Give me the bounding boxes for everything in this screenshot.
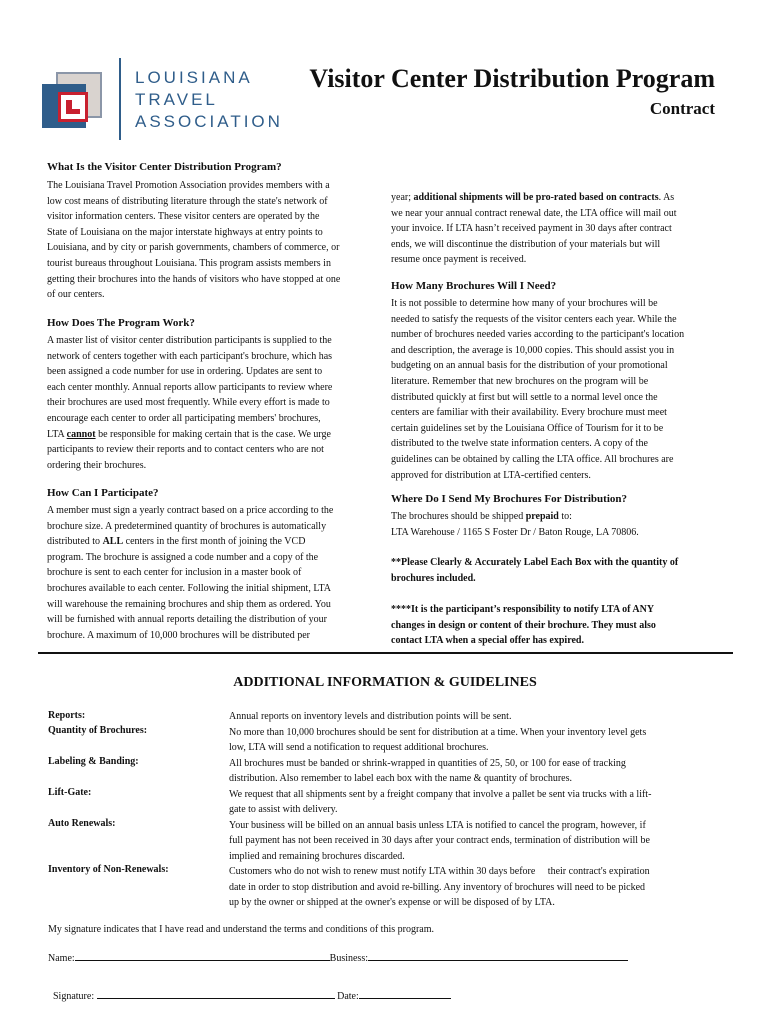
section-divider	[38, 652, 733, 654]
name-row	[48, 950, 628, 964]
emphasis-all: ALL	[102, 536, 124, 548]
guidelines-text: Annual reports on inventory levels and distribution points will be sent. No more than 10,000 brochures should be sent for distribution at a time. When your inventory level gets low, LTA will send a notification to request additional brochures. All brochures must be banded or shrink-wrapped in quantities of 25, 50, or 100 for ease of tracking distribution. Also remember to label each box with the name & quantity of brochures. We request that all shipments sent by a freight company that involve a pallet be sent via trucks with a lift- gate to assist with delivery. Your business will be billed on an annual basis unless LTA is notified to cancel the program, however, if full payment has not been received in 30 days after your contract ends, termination of distribution will be implied and remaining brochures discarded. Customers who do not wish to renew must notify LTA within 30 days before their contract's expiration date in order to stop distribution and avoid re-billing. Any inventory of brochures will need to be picked up by the owner or shipped at the owner's expense or will be disposed of by LTA.	[229, 711, 652, 908]
logo-l-foot	[66, 109, 80, 114]
logo-line-2: TRAVEL	[135, 90, 218, 109]
label-non-renewals: Inventory of Non-Renewals:	[48, 864, 169, 875]
label-auto-renewals: Auto Renewals:	[48, 818, 116, 829]
date-label: Date:	[334, 991, 359, 1002]
section-body-how-many: It is not possible to determine how many of your brochures will be needed to satisfy the requests of the visitor centers each year. While the number of brochures needed varies according to the participant's location and description, the average is 10,000 copies. This should assist you in budgeting on an annual basis for the distribution of your promotional literature. Remember that new brochures on the program will be distributed quickly at first but will settle to a normal level once the centers are familiar with their availability. Every brochure must meet certain guidelines set by the Louisiana Office of Tourism for it to be distributed to the twelve state information centers. A copy of the guidelines can be obtained by calling the LTA office. All brochures are approved for distribution at LTA-certified centers.	[391, 298, 685, 481]
section-body-how-works: A master list of visitor center distribution participants is supplied to the network of centers together with each participant's brochure, which has been assigned a code number for use in ordering. Updates are sent to each center monthly. Annual reports allow participants to review where their brochures are used most frequently. While every effort is made to encourage each center to order all participating members' brochures, LTA cannot be responsible for making certain that is the case. We urge participants to review their reports and to contact centers who are not ordering their brochures.	[47, 335, 333, 471]
signature-statement: My signature indicates that I have read and understand the terms and conditions of this program.	[48, 924, 435, 935]
label-quantity: Quantity of Brochures:	[48, 725, 148, 736]
emphasis-prorated: additional shipments will be pro-rated based on contracts	[413, 192, 659, 203]
name-label: Name:	[48, 953, 75, 964]
section-heading-where-send: Where Do I Send My Brochures For Distribution?	[391, 493, 628, 505]
business-label: Business:	[329, 953, 368, 964]
note-notify-changes: ****It is the participant’s responsibility to notify LTA of ANY changes in design or content of their brochure. They must also contact LTA when a special offer has expired.	[391, 604, 656, 647]
logo-line-1: LOUISIANA	[135, 68, 253, 87]
section-heading-how-many: How Many Brochures Will I Need?	[391, 280, 557, 292]
section-body-what-is: The Louisiana Travel Promotion Association provides members with a low cost means of distributing literature through the state's network of visitor information centers. These visitor centers are operated by the State of Louisiana on the major interstate highways at entry points to Louisiana, and by city or parish governments, chambers of commerce, or tourist bureaus throughout Louisiana. This program assists members in getting their brochures into the hands of visitors who have stopped at one of our centers.	[47, 180, 341, 301]
label-reports: Reports:	[48, 710, 86, 721]
emphasis-cannot: cannot	[66, 428, 96, 440]
section-body-continued: year; additional shipments will be pro-rated based on contracts. As we near your annual contract renewal date, the LTA office will mail out your invoice. If LTA hasn’t received payment in 30 days after contract ends, we will discontinue the distribution of your materials but will resume once payment is received.	[391, 192, 677, 266]
signature-row	[48, 977, 451, 1002]
signature-label: Signature:	[53, 991, 97, 1002]
logo-divider	[119, 58, 121, 140]
note-label-boxes: **Please Clearly & Accurately Label Each Box with the quantity of brochures included.	[391, 557, 679, 584]
section-heading-what-is: What Is the Visitor Center Distribution Program?	[47, 161, 282, 173]
logo-square-front	[58, 92, 88, 122]
label-liftgate: Lift-Gate:	[48, 787, 92, 798]
section-heading-how-works: How Does The Program Work?	[47, 317, 195, 329]
section-body-participate: A member must sign a yearly contract based on a price according to the brochure size. A predetermined quantity of brochures is automatically distributed to ALL centers in the first month of joining the VCD program. The brochure is assigned a code number and a copy of the brochure is sent to each center for inclusion in a master book of brochures available to each center. Following the initial shipment, LTA will warehouse the remaining brochures and ship them as ordered. You will be furnished with annual reports detailing the distribution of your brochure. A maximum of 10,000 brochures will be distributed per	[47, 505, 334, 641]
document-subtitle: Contract	[649, 99, 715, 118]
warehouse-address: LTA Warehouse / 1165 S Foster Dr / Baton Rouge, LA 70806.	[391, 526, 639, 538]
section-heading-participate: How Can I Participate?	[47, 487, 159, 499]
label-labeling: Labeling & Banding:	[48, 756, 139, 767]
name-field[interactable]	[75, 950, 330, 961]
lta-logo	[42, 72, 104, 134]
emphasis-prepaid: prepaid	[525, 511, 559, 522]
guidelines-heading: ADDITIONAL INFORMATION & GUIDELINES	[233, 675, 537, 690]
date-field[interactable]	[359, 988, 451, 999]
logo-line-3: ASSOCIATION	[135, 112, 283, 131]
section-body-where-send: The brochures should be shipped prepaid to: LTA Warehouse / 1165 S Foster Dr / Baton Rouge, LA 70806.	[391, 509, 731, 540]
document-title: Visitor Center Distribution Program	[309, 64, 715, 93]
signature-field[interactable]	[97, 988, 335, 999]
business-field[interactable]	[368, 950, 628, 961]
